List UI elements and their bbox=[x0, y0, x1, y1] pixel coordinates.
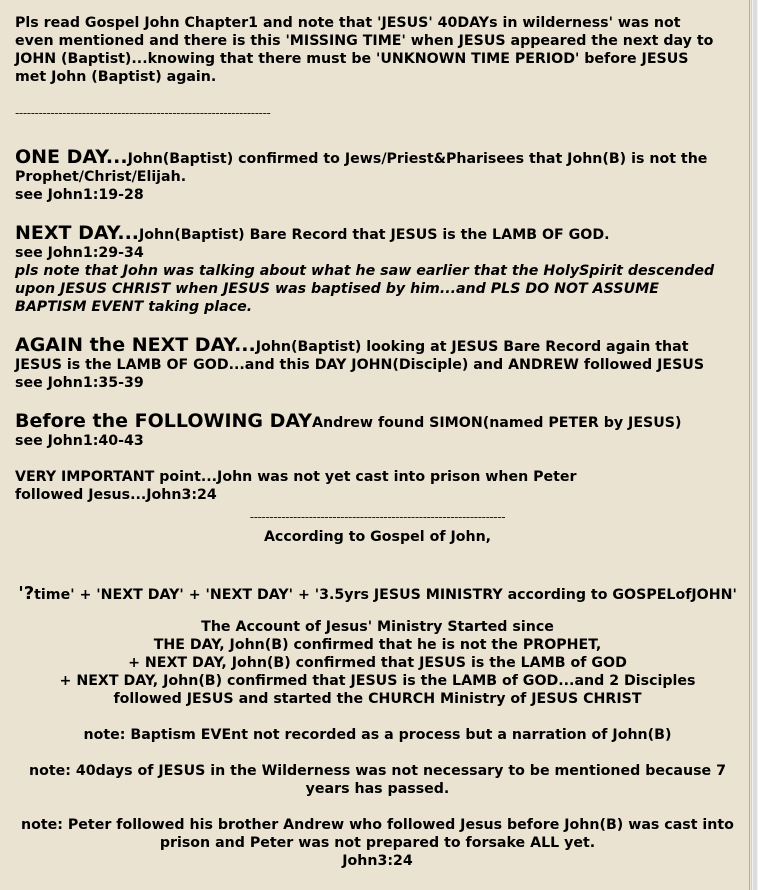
section-heading: NEXT DAY... bbox=[15, 222, 140, 244]
account-line: + NEXT DAY, John(B) confirmed that JESUS is the LAMB of GOD bbox=[128, 655, 627, 671]
ministry-account bbox=[15, 618, 740, 708]
section-reference: see John1:19-28 bbox=[15, 187, 144, 203]
scrollbar-thumb[interactable] bbox=[753, 0, 757, 890]
divider: ----------------------------------------------------------------- bbox=[249, 510, 506, 524]
section-reference: see John1:35-39 bbox=[15, 375, 144, 391]
section-note: pls note that John was talking about what he saw earlier that the HolySpirit descended upon JESUS CHRIST when JESUS was baptised by him...and PLS DO NOT ASSUME BAPTISM EVENT taking place. bbox=[15, 263, 715, 315]
note-wilderness: note: 40days of JESUS in the Wilderness was not necessary to be mentioned because 7 years has passed. bbox=[29, 763, 726, 797]
formula-text: time' + 'NEXT DAY' + 'NEXT DAY' + '3.5yrs JESUS MINISTRY according to GOSPELofJOHN' bbox=[34, 587, 737, 603]
note-peter: note: Peter followed his brother Andrew who followed Jesus before John(B) was cast into prison and Peter was not prepared to forsake ALL yet. bbox=[21, 817, 734, 851]
section-reference: see John1:40-43 bbox=[15, 433, 144, 449]
section-heading: AGAIN the NEXT DAY... bbox=[15, 334, 256, 356]
section-text: John(Baptist) looking at JESUS Bare Record again that JESUS is the LAMB OF GOD...and this DAY JOHN(Disciple) and ANDREW followed JESUS bbox=[15, 339, 705, 373]
vertical-scrollbar[interactable] bbox=[751, 0, 758, 890]
account-line: THE DAY, John(B) confirmed that he is not the PROPHET, bbox=[153, 637, 602, 653]
important-point: VERY IMPORTANT point...John was not yet cast into prison when Peter followed Jesus...John3:24 bbox=[15, 469, 577, 503]
account-line: The Account of Jesus' Ministry Started since bbox=[201, 619, 554, 635]
section-again-next-day bbox=[15, 336, 727, 374]
section-next-day bbox=[15, 224, 749, 244]
intro-paragraph: Pls read Gospel John Chapter1 and note that 'JESUS' 40DAYs in wilderness' was not even mentioned and there is this 'MISSING TIME' when JESUS appeared the next day to JOHN (Baptist)...knowing that there must be 'UNKNOWN TIME PERIOD' before JESUS met John (Baptist) again. bbox=[15, 15, 714, 85]
section-text: Andrew found SIMON(named PETER by JESUS) bbox=[312, 415, 682, 431]
note-baptism: note: Baptism EVEnt not recorded as a process but a narration of John(B) bbox=[83, 727, 672, 743]
formula-question: '? bbox=[18, 583, 35, 604]
section-heading: ONE DAY... bbox=[15, 146, 128, 168]
section-text: John(Baptist) Bare Record that JESUS is the LAMB OF GOD. bbox=[139, 227, 610, 243]
according-line: According to Gospel of John, bbox=[263, 529, 492, 545]
note-reference: John3:24 bbox=[342, 853, 413, 869]
section-reference: see John1:29-34 bbox=[15, 245, 144, 261]
account-line: + NEXT DAY, John(B) confirmed that JESUS is the LAMB of GOD...and 2 Disciples followed JESUS and started the CHURCH Ministry of JESUS CHRIST bbox=[59, 673, 696, 707]
section-following-day bbox=[15, 412, 749, 432]
formula-line bbox=[15, 585, 740, 604]
section-one-day bbox=[15, 148, 715, 186]
section-text: John(Baptist) confirmed to Jews/Priest&Pharisees that John(B) is not the Prophet/Christ/Elijah. bbox=[15, 151, 708, 185]
section-heading: Before the FOLLOWING DAY bbox=[15, 410, 313, 432]
divider: ----------------------------------------------------------------- bbox=[15, 106, 271, 120]
